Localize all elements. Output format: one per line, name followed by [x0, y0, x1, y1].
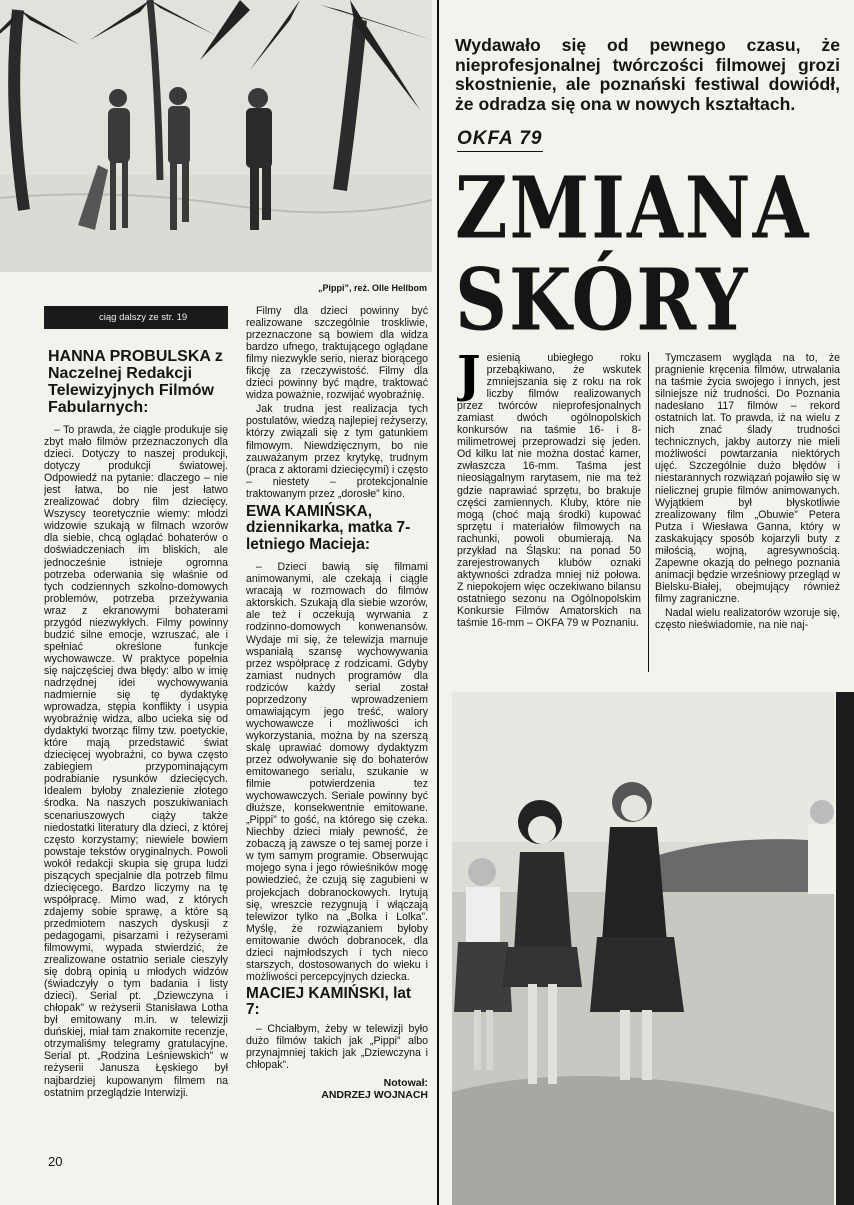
headline-line-1: ZMIANA — [455, 157, 811, 258]
col3-text — [457, 352, 641, 629]
col1-text: – To prawda, że ciągle produkuje się zbyt mało filmów przeznaczonych dla dzieci. Dotyczy to naszej produkcji, dotyczy produkcji światowej. Odpowiedź na pytanie: dlaczego – nie jest łatwa, bo nie jest łatwo zrealizować dobry film dziecięcy. Wszyscy teoretycznie wiemy: młodzi widzowie szukają w filmach wzorów dla siebie, chcą oglądać bohaterów o doświadczeniach im bliskich, ale jednocześnie istnieje ogromna potrzeba oderwania się właśnie od tych codziennych szkolno-domowych problemów, potrzeba przeżywania wraz z ekranowymi bohaterami przygód niezwykłych. Filmy powinny budzić silne emocje, wzruszać, ale i spełniać określone funkcje wychowawcze. W praktyce popełnia się najczęściej dwa błędy: albo w imię nadrzędnej idei wychowywania nadmiernie się tę dydaktykę wprowadza, stępia konflikty i usypia wyobraźnię widza, albo ucieka się od dydaktyki tworząc filmy tzw. poetyckie, które mają przedstawić świat dziecięcej wyobraźni, co bywa często zabiegiem przypominającym podrabianie rysunków dziecięcych. Idealem byłoby znalezienie złotego środka. Na naszych poszukiwaniach scenariuszowych ciąży także niedostatki literatury dla dzieci, z której często korzystamy; niewiele bowiem powstaje tekstów oryginalnych. Powoli wokół redakcji skupia się grupa ludzi piszących specjalnie dla potrzeb filmu dziecięcego. Bardzo liczymy na tę współpracę. Mimo wad, z których zdajemy sobie sprawę, a które są przedmiotem naszych dyskusji z pedagogami, pisarzami i reżyserami filmowymi, wypada stwierdzić, że zrealizowane ostatnio seriale cieszyły się dobrą opinią u młodych widzów (świadczyły o tym badania i listy dzieci). Serial pt. „Dziewczyna i chłopak” w reżyserii Stanisława Lotha był emitowany m.in. w telewizji duńskiej, miał tam znakomite recenzje, otrzymaliśmy telegramy gratulacyjne. Serial pt. „Rodzina Leśniewskich” w reżyserii Janusza Łęskiego był najbardziej kupowanym filmem na ostatnim przeglądzie Interwizji. — [44, 424, 228, 1099]
speaker-maciej-kaminski: MACIEJ KAMIŃSKI, lat 7: — [246, 984, 412, 1019]
photo-edge — [836, 692, 854, 1205]
page-number: 20 — [48, 1154, 63, 1169]
column-divider — [648, 352, 649, 672]
article-kicker: OKFA 79 — [457, 128, 543, 149]
col4-paragraph-2: Nadal wielu realizatorów wzoruje się, często nieświadomie, na nie naj- — [655, 606, 840, 632]
kicker-underline — [457, 151, 543, 152]
drop-cap: J — [457, 352, 481, 403]
page-divider — [437, 0, 439, 1205]
signature-name: ANDRZEJ WOJNACH — [321, 1089, 428, 1102]
top-photo-pippi — [0, 0, 432, 272]
headline-line-2: SKÓRY — [455, 249, 750, 350]
signature-label: Notował: — [383, 1077, 428, 1090]
column-3 — [457, 352, 641, 672]
bottom-photo-girls — [452, 692, 834, 1205]
col2-maciej-text: – Chciałbym, żeby w telewizji było dużo filmów takich jak „Pippi” albo przynajmniej takich jak „Dziewczyna i chłopak”. — [246, 1022, 428, 1072]
col3-body: esienią ubiegłego roku przebąkiwano, że wskutek zmniejszania się z roku na rok liczby filmów realizowanych przez twórców nieprofesjonalnych zamiast dwóch ogólnopolskich konkursów na taśmie 16- i 8-milimetrowej przeprowadzi się jeden. Od kilku lat nie można dostać kamer, zwłaszcza 16-mm. Taśma jest nieosiągalnym rarytasem, nie ma też gdzie naprawiać sprzętu, bo brakuje części zamiennych. Kluby, które nie mogą (choć mają środki) kupować sprzętu i materiałów filmowych na rachunki, powoli obumierają. Na przykład na Śląsku: na ponad 50 zarejestrowanych klubów oznaki aktywności zdradza mniej niż połowa. Z niepokojem więc oczekiwano bilansu ostatniego sezonu na Ogólnopolskim Konkursie Filmów Amatorskich na taśmie 16-mm – OKFA 79 w Poznaniu. — [457, 352, 641, 630]
col4-paragraph-1: Tymczasem wygląda na to, że pragnienie kręcenia filmów, utrwalania na taśmie życia swojego i innych, jest silniejsze niż trudności. Do Poznania nadesłano 117 filmów – rekord ostatnich lat. To prawda, iż na wielu z nich znać ślady trudności technicznych, jakby autorzy nie mieli możliwości powtarzania niektórych ujęć. Szczególnie dużo błędów i niestarannych rozwiązań pojawiło się w nielicznej grupie filmów animowanych. Wyjątkiem był błyskotliwie zrealizowany film „Obuwie” Petera Putza i Wiesława Ganna, który w zaskakujący sposób kojarzyli buty z miłością, wojną, agresywnością. Zapewne okazją do pełnego poznania animacji będzie wrześniowy przegląd w Bielsku-Białej, obejmujący również filmy zagraniczne. — [655, 352, 840, 605]
col2-paragraph-2: Jak trudna jest realizacja tych postulatów, wiedzą najlepiej reżyserzy, którzy związali się z tym gatunkiem filmowym. Niewdzięcznym, bo nie zauważanym przez krytykę, trudnym (praca z aktorami dziecięcymi) i często – niestety – protekcjonalnie traktowanym przez „dorosłe” kino. — [246, 403, 428, 500]
speaker-ewa-kaminska: EWA KAMIŃSKA, dziennikarka, matka 7-letniego Macieja: — [246, 502, 411, 553]
speaker-hanna-probulska: HANNA PROBULSKA z Naczelnej Redakcji Telewizyjnych Filmów Fabularnych: — [48, 348, 223, 416]
column-2 — [246, 305, 428, 1137]
article-headline — [455, 157, 845, 350]
col2-ewa-text: – Dzieci bawią się filmami animowanymi, ale czekają i ciągle wracają w rozmowach do filmów aktorskich. Szukają dla siebie wzorów, ale też i oczekują wyrwania z rodzinno-domowych konwenansów. Wydaje mi się, że telewizja marnuje wspaniałą szansę wychowywania przez współpracę z rodzicami. Gdyby zamiast nudnych programów dla rodziców każdy serial został poprzedzony wprowadzeniem omawiającym jego treść, walory wychowawcze i możliwości ich wykorzystania, można by na szerszą skalę uprawiać domowy dydaktyzm przez odwoływanie się do bohaterów emitowanego serialu, szukanie w filmie potwierdzenia tez wychowawczych. Seriale powinny być dłuższe, konsekwentnie emitowane. „Pippi” to gość, na którego się czeka. Niechby dzieci miały pewność, że zobaczą ją zawsze o tej samej porze i w tym samym programie. Obserwując mojego syna i jego rówieśników mogę powiedzieć, że czują się zagubieni w projekcjach dobranockowych. Irytują się, wreszcie rezygnują i włączają telewizor tylko na „Bolka i Lolka”. Myślę, że rozwiązaniem byłoby emitowanie dwóch dobranocek, dla dzieci najmłodszych i tych nieco starszych, dostosowanych do wieku i możliwości percepcyjnych dziecka. — [246, 561, 428, 983]
continued-label: ciąg dalszy ze str. 19 — [44, 306, 228, 329]
column-1 — [44, 344, 228, 1144]
col2-paragraph-1: Filmy dla dzieci powinny być realizowane szczególnie troskliwie, przeznaczone są bowiem dla widza bardzo ufnego, traktującego oglądane filmy niezwykle serio, nieraz biorącego fikcję za rzeczywistość. Filmy dla dzieci powinny być mądre, traktować widza poważnie, rozwijać wyobraźnię. — [246, 305, 428, 402]
column-4 — [655, 352, 840, 672]
photo-caption: „Pippi”, reż. Olle Hellbom — [318, 283, 428, 293]
article-lede: Wydawało się od pewnego czasu, że nieprofesjonalnej twórczości filmowej grozi skostnienie, ale poznański festiwal dowiódł, że odradza się ona w nowych kształtach. — [455, 35, 840, 114]
